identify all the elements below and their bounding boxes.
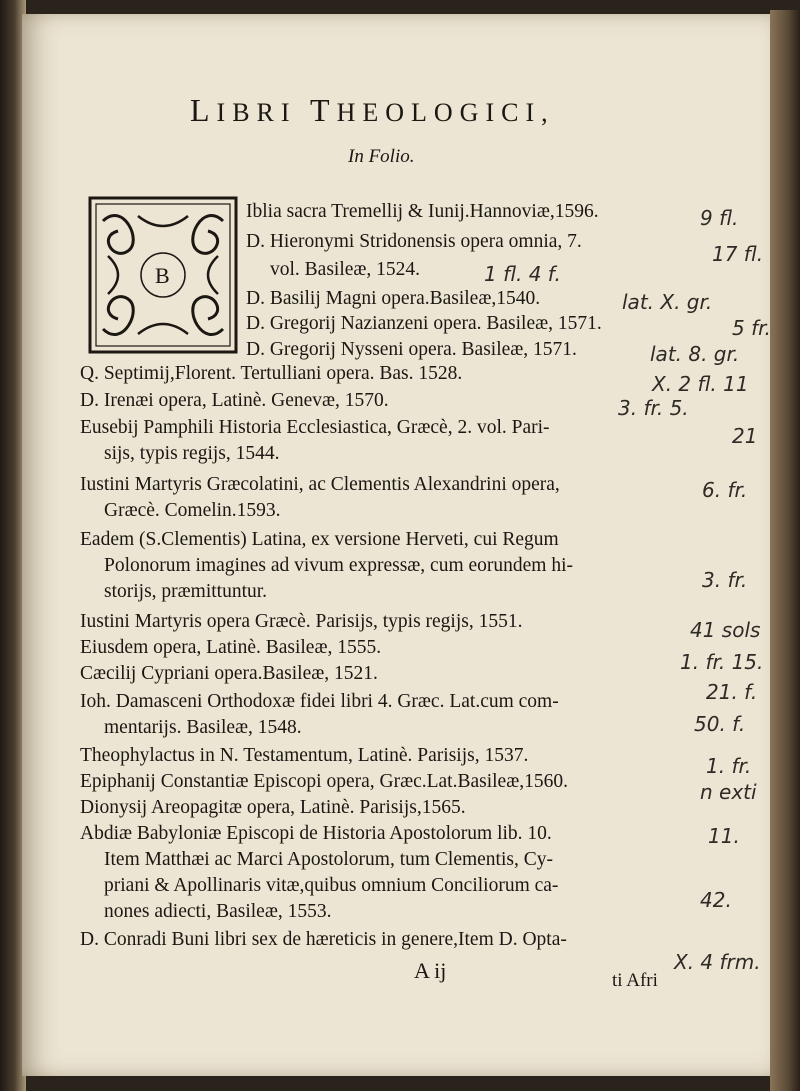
signature-mark: A ij — [414, 958, 447, 983]
annotation-3: lat. X. gr. — [622, 290, 713, 314]
entry-9: sijs, typis regijs, 1544. — [104, 443, 280, 464]
entry-18: Ioh. Damasceni Orthodoxæ fidei libri 4. Græc. Lat.cum com- — [80, 691, 559, 712]
annotation-14: 50. f. — [694, 712, 746, 736]
annotation-9: 6. fr. — [702, 478, 748, 502]
entry-22: Dionysij Areopagitæ opera, Latinè. Parisijs,1565. — [80, 797, 466, 818]
annotation-5: lat. 8. gr. — [650, 342, 740, 366]
entry-10: Iustini Martyris Græcolatini, ac Clementis Alexandrini opera, — [80, 474, 560, 495]
entry-14: storijs, præmittuntur. — [104, 581, 268, 602]
entry-5: D. Gregorij Nysseni opera. Basileæ, 1571. — [246, 339, 577, 360]
annotation-12: 1. fr. 15. — [680, 650, 764, 674]
annotation-1: 17 fl. — [712, 242, 764, 266]
entry-20: Theophylactus in N. Testamentum, Latinè. Parisijs, 1537. — [80, 745, 529, 766]
annotation-10: 3. fr. — [702, 568, 748, 592]
title-lead-letter: L — [190, 92, 217, 128]
annotation-15: 1. fr. — [706, 754, 752, 778]
entry-12: Eadem (S.Clementis) Latina, ex versione Herveti, cui Regum — [80, 529, 559, 550]
decorated-initial-icon — [88, 196, 238, 354]
annotation-13: 21. f. — [706, 680, 758, 704]
entry-17: Cæcilij Cypriani opera.Basileæ, 1521. — [80, 663, 378, 684]
entry-1: D. Hieronymi Stridonensis opera omnia, 7. — [246, 231, 582, 252]
initial-letter: B — [155, 263, 170, 288]
entry-26: nones adiecti, Basileæ, 1553. — [104, 901, 332, 922]
page-edge — [770, 10, 800, 1091]
annotation-7: 3. fr. 5. — [618, 396, 689, 420]
entry-6: Q. Septimij,Florent. Tertulliani opera. Bas. 1528. — [80, 363, 463, 384]
entry-23: Abdiæ Babyloniæ Episcopi de Historia Apostolorum lib. 10. — [80, 823, 552, 844]
entry-7: D. Irenæi opera, Latinè. Genevæ, 1570. — [80, 390, 389, 411]
annotation-6: X. 2 fl. 11 — [652, 372, 749, 396]
entry-19: mentarijs. Basileæ, 1548. — [104, 717, 302, 738]
entry-24: Item Matthæi ac Marci Apostolorum, tum Clementis, Cy- — [104, 849, 553, 870]
annotation-16: n exti — [700, 780, 757, 804]
entry-27: D. Conradi Buni libri sex de hæreticis in genere,Item D. Opta- — [80, 929, 567, 950]
section-subtitle: In Folio. — [348, 146, 415, 167]
entry-13: Polonorum imagines ad vivum expressæ, cum eorundem hi- — [104, 555, 574, 576]
annotation-8: 21 — [732, 424, 758, 448]
entry-2: vol. Basileæ, 1524. — [270, 259, 421, 280]
entry-8: Eusebij Pamphili Historia Ecclesiastica, Græcè, 2. vol. Pari- — [80, 417, 550, 438]
entry-15: Iustini Martyris opera Græcè. Parisijs, typis regijs, 1551. — [80, 611, 523, 632]
entry-0: Iblia sacra Tremellij & Iunij.Hannoviæ,1596. — [246, 201, 599, 222]
annotation-18: 42. — [700, 888, 732, 912]
entry-3: D. Basilij Magni opera.Basileæ,1540. — [246, 288, 541, 309]
annotation-17: 11. — [708, 824, 740, 848]
entry-11: Græcè. Comelin.1593. — [104, 500, 281, 521]
catchword: ti Afri — [612, 970, 658, 991]
title-word-2: HEOLOGICI, — [336, 98, 555, 127]
running-title — [190, 92, 555, 129]
entry-21: Epiphanij Constantiæ Episcopi opera, Græc.Lat.Basileæ,1560. — [80, 771, 568, 792]
annotation-0: 9 fl. — [700, 206, 739, 230]
title-word-1: IBRI — [216, 98, 311, 127]
annotation-19: X. 4 frm. — [674, 950, 761, 974]
entry-25: priani & Apollinaris vitæ,quibus omnium Conciliorum ca- — [104, 875, 559, 896]
title-lead-letter-2: T — [310, 92, 337, 128]
entry-16: Eiusdem opera, Latinè. Basileæ, 1555. — [80, 637, 382, 658]
entry-4: D. Gregorij Nazianzeni opera. Basileæ, 1571. — [246, 313, 602, 334]
annotation-11: 41 sols — [690, 618, 761, 642]
annotation-2: 1 fl. 4 f. — [484, 262, 561, 286]
annotation-4: 5 fr. — [732, 316, 771, 340]
